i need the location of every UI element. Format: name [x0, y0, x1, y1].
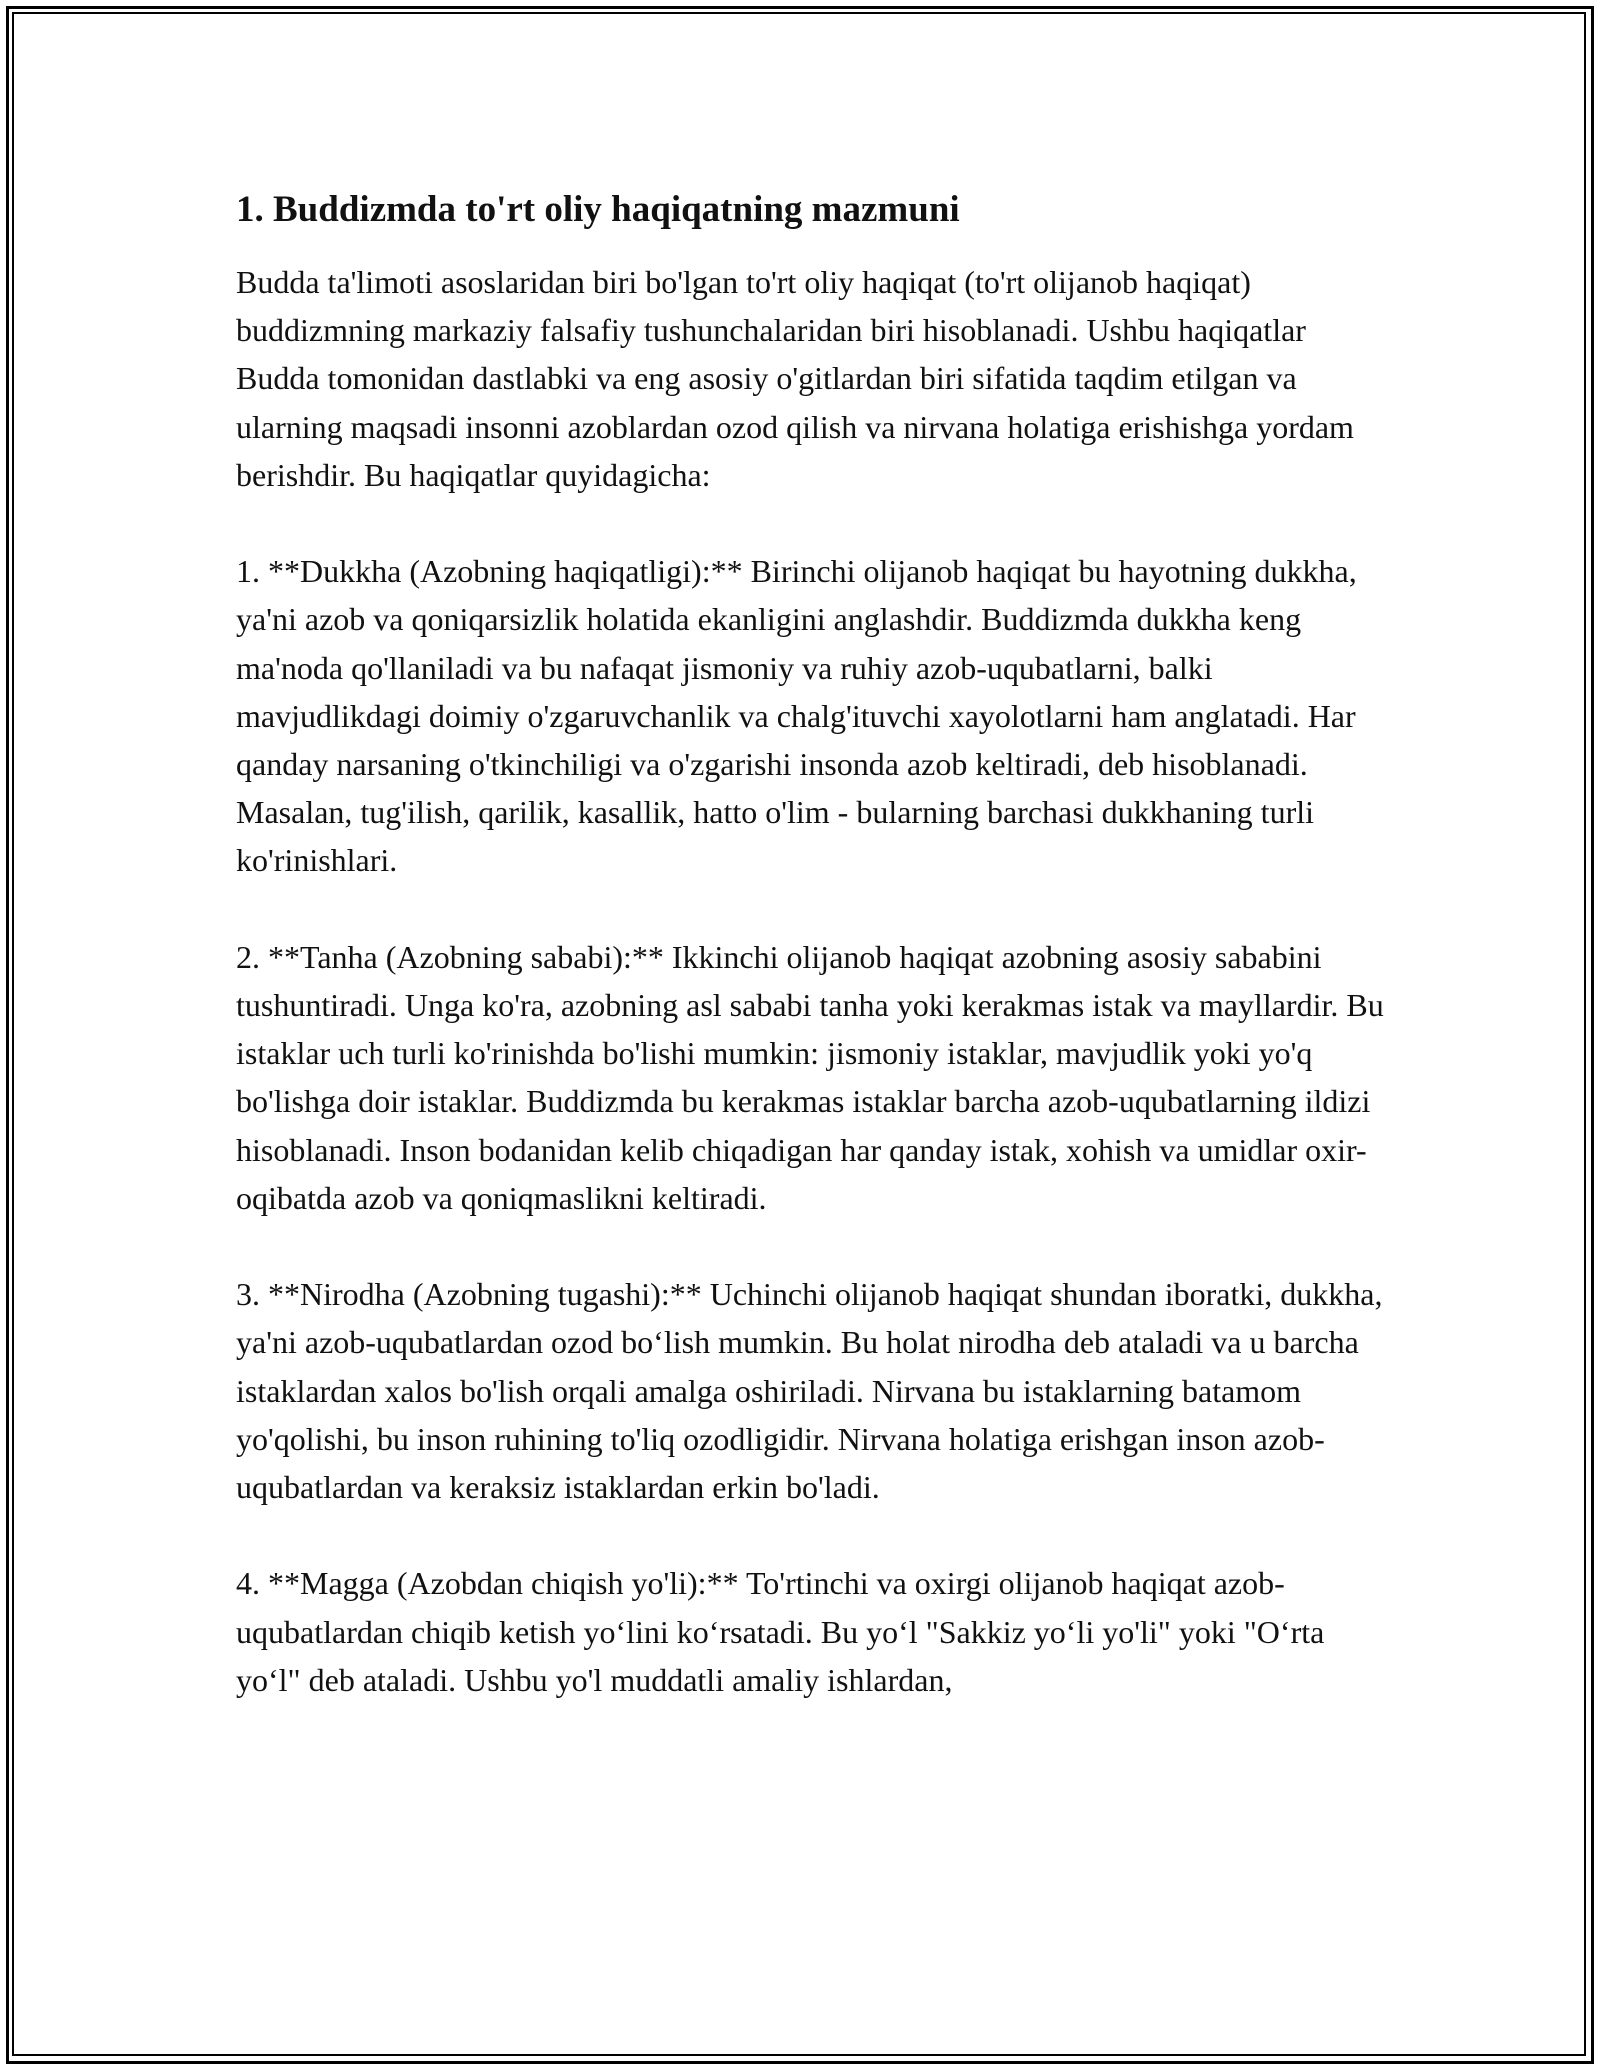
- paragraph-nirodha: 3. **Nirodha (Azobning tugashi):** Uchinchi olijanob haqiqat shundan iboratki, dukkha, ya'ni azob-uqubatlardan ozod bo‘lish mumkin. Bu holat nirodha deb ataladi va u barcha istaklardan xalos bo'lish orqali amalga oshiriladi. Nirvana bu istaklarning batamom yo'qolishi, bu inson ruhining to'liq ozodligidir. Nirvana holatiga erishgan inson azob-uqubatlardan va keraksiz istaklardan erkin bo'ladi.: [236, 1276, 1383, 1506]
- paragraph-tanha: 2. **Tanha (Azobning sababi):** Ikkinchi olijanob haqiqat azobning asosiy sababini tushuntiradi. Unga ko'ra, azobning asl sababi tanha yoki kerakmas istak va mayllardir. Bu istaklar uch turli ko'rinishda bo'lishi mumkin: jismoniy istaklar, mavjudlik yoki yo'q bo'lishga doir istaklar. Buddizmda bu kerakmas istaklar barcha azob-uqubatlarning ildizi hisoblanadi. Inson bodanidan kelib chiqadigan har qanday istak, xohish va umidlar oxir-oqibatda azob va qoniqmaslikni keltiradi.: [236, 938, 1384, 1216]
- document-body: [236, 186, 1396, 1752]
- intro-paragraph: Budda ta'limoti asoslaridan biri bo'lgan to'rt oliy haqiqat (to'rt olijanob haqiqat) buddizmning markaziy falsafiy tushunchalaridan biri hisoblanadi. Ushbu haqiqatlar Budda tomonidan dastlabki va eng asosiy o'gitlardan biri sifatida taqdim etilgan va ularning maqsadi insonni azoblardan ozod qilish va nirvana holatiga erishishga yordam berishdir. Bu haqiqatlar quyidagicha:: [236, 264, 1354, 493]
- paragraph-dukkha: 1. **Dukkha (Azobning haqiqatligi):** Birinchi olijanob haqiqat bu hayotning dukkha, ya'ni azob va qoniqarsizlik holatida ekanligini anglashdir. Buddizmda dukkha keng ma'noda qo'llaniladi va bu nafaqat jismoniy va ruhiy azob-uqubatlarni, balki mavjudlikdagi doimiy o'zgaruvchanlik va chalg'ituvchi xayolotlarni ham anglatadi. Har qanday narsaning o'tkinchiligi va o'zgarishi insonda azob keltiradi, deb hisoblanadi. Masalan, tug'ilish, qarilik, kasallik, hatto o'lim - bularning barchasi dukkhaning turli ko'rinishlari.: [236, 553, 1357, 879]
- paragraph-magga: 4. **Magga (Azobdan chiqish yo'li):** To'rtinchi va oxirgi olijanob haqiqat azob-uqubatlardan chiqib ketish yo‘lini ko‘rsatadi. Bu yo‘l "Sakkiz yo‘li yo'li" yoki "O‘rta yo‘l" deb ataladi. Ushbu yo'l muddatli amaliy ishlardan,: [236, 1565, 1325, 1698]
- document-title: 1. Buddizmda to'rt oliy haqiqatning mazmuni: [236, 189, 960, 230]
